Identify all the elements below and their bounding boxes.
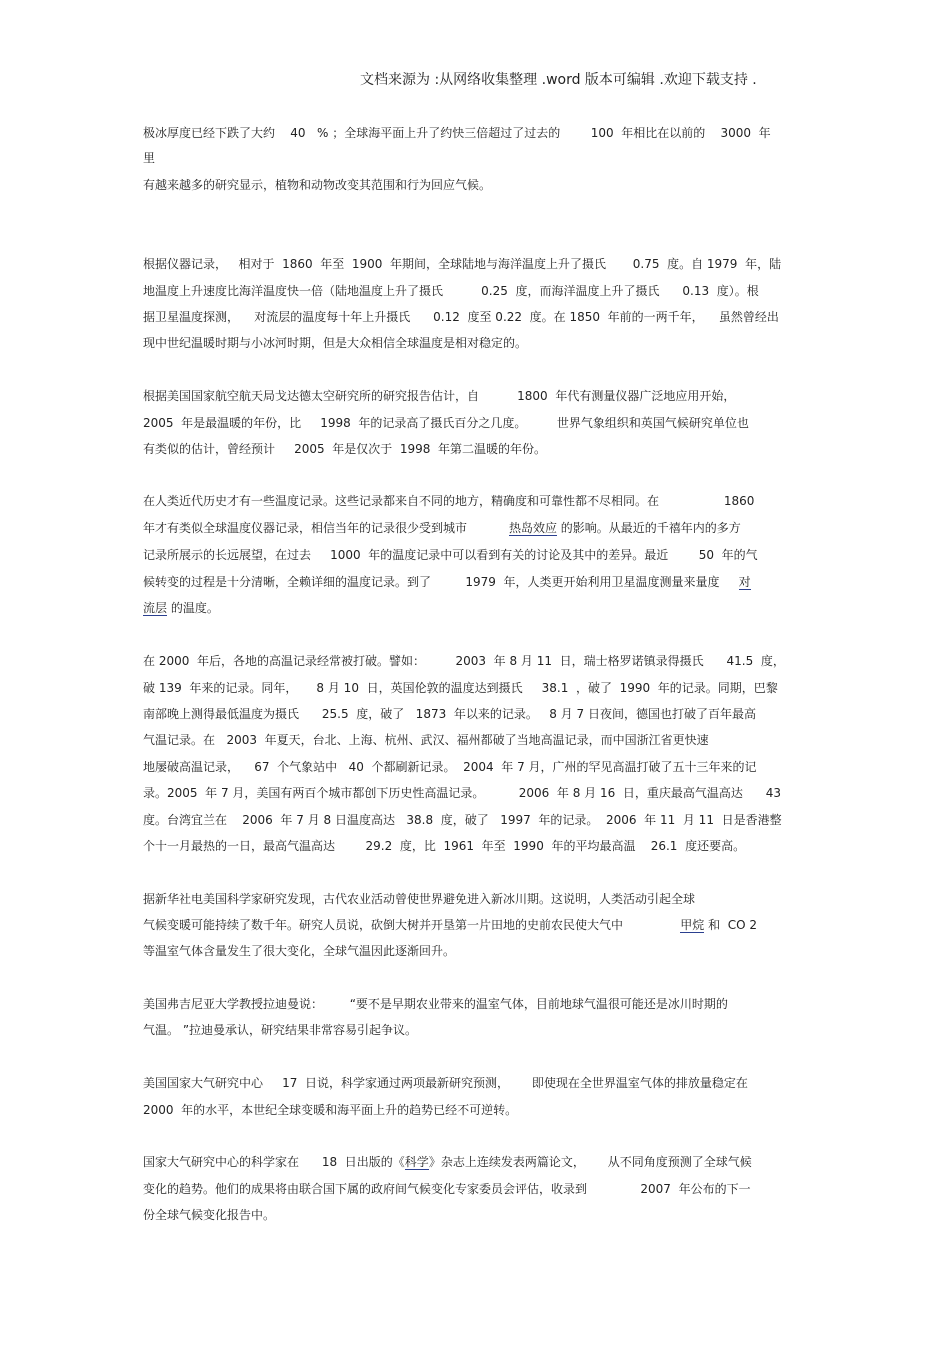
text-segment: 候转变的过程是十分清晰，全赖详细的温度记录。到了 1979 年，人类更开始利用卫星温度测量来量度	[143, 575, 739, 589]
text-line: 据卫星温度探测， 对流层的温度每十年上升摄氏 0.12 度至 0.22 度。在 1850 年前的一两千年， 虽然曾经出	[143, 310, 779, 324]
text-line: 美国国家大气研究中心 17 日说，科学家通过两项最新研究预测， 即使现在全世界温室气体的排放量稳定在	[143, 1076, 748, 1090]
text-line: 有越来越多的研究显示，植物和动物改变其范围和行为回应气候。	[143, 178, 492, 192]
source-note-header: 文档来源为 :从网络收集整理 .word 版本可编辑 .欢迎下载支持 .	[360, 72, 757, 88]
text-line: 根据美国国家航空航天局戈达德太空研究所的研究报告估计，自 1800 年代有测量仪器广泛地应用开始，	[143, 389, 736, 403]
troposphere-link-continued[interactable]: 流层	[143, 601, 168, 615]
text-line: 等温室气体含量发生了很大变化，全球气温因此逐渐回升。	[143, 944, 456, 958]
text-line: 破 139 年来的记录。同年， 8 月 10 日，英国伦敦的温度达到摄氏 38.1 ，破了 1990 年的记录。同期，巴黎	[143, 681, 778, 695]
text-line: 在人类近代历史才有一些温度记录。这些记录都来自不同的地方，精确度和可靠性都不尽相同。在 1860	[143, 494, 755, 508]
text-line: 根据仪器记录， 相对于 1860 年至 1900 年期间，全球陆地与海洋温度上升了摄氏 0.75 度。自 1979 年，陆	[143, 257, 782, 271]
text-line: 里	[143, 151, 156, 165]
text-segment: 国家大气研究中心的科学家在 18 日出版的《	[143, 1155, 405, 1169]
text-segment: 》杂志上连续发表两篇论文， 从不同角度预测了全球气候	[428, 1155, 752, 1169]
text-line	[143, 599, 219, 617]
text-line: 现中世纪温暖时期与小冰河时期，但是大众相信全球温度是相对稳定的。	[143, 336, 528, 350]
text-segment: 的温度。	[167, 601, 219, 615]
text-line: 变化的趋势。他们的成果将由联合国下属的政府间气候变化专家委员会评估，收录到 2007 年公布的下一	[143, 1182, 751, 1196]
text-line: 地温度上升速度比海洋温度快一倍（陆地温度上升了摄氏 0.25 度，而海洋温度上升了摄氏 0.13 度）。根	[143, 284, 759, 298]
science-journal-link[interactable]: 科学	[404, 1155, 429, 1169]
text-line: 记录所展示的长远展望，在过去 1000 年的温度记录中可以看到有关的讨论及其中的差异。最近 50 年的气	[143, 548, 758, 562]
text-line: 南部晚上测得最低温度为摄氏 25.5 度，破了 1873 年以来的记录。 8 月 7 日夜间，德国也打破了百年最高	[143, 707, 757, 721]
text-line: 2005 年是最温暖的年份，比 1998 年的记录高了摄氏百分之几度。 世界气象组织和英国气候研究单位也	[143, 416, 749, 430]
text-line: 气温。 ”拉迪曼承认，研究结果非常容易引起争议。	[143, 1023, 418, 1037]
text-line: 2000 年的水平，本世纪全球变暖和海平面上升的趋势已经不可逆转。	[143, 1103, 518, 1117]
text-line: 有类似的估计，曾经预计 2005 年是仅次于 1998 年第二温暖的年份。	[143, 442, 547, 456]
text-segment: 气候变暖可能持续了数千年。研究人员说，砍倒大树并开垦第一片田地的史前农民使大气中	[143, 918, 681, 932]
text-line	[143, 519, 741, 537]
text-line: 地屡破高温记录， 67 个气象站中 40 个都刷新记录。 2004 年 7 月，广州的罕见高温打破了五十三年来的记	[143, 760, 757, 774]
text-line: 在 2000 年后，各地的高温记录经常被打破。譬如： 2003 年 8 月 11 日，瑞士格罗诺镇录得摄氏 41.5 度，	[143, 654, 785, 668]
text-segment: 的影响。从最近的千禧年内的多方	[556, 521, 741, 535]
text-line: 份全球气候变化报告中。	[143, 1208, 276, 1222]
text-line	[143, 916, 757, 934]
text-line: 个十一月最热的一日，最高气温高达 29.2 度，比 1961 年至 1990 年的平均最高温 26.1 度还要高。	[143, 839, 746, 853]
text-line: 极冰厚度已经下跌了大约 40 % ；全球海平面上升了约快三倍超过了过去的 100 年相比在以前的 3000 年	[143, 126, 771, 140]
text-line: 据新华社电美国科学家研究发现，古代农业活动曾使世界避免进入新冰川期。这说明，人类活动引起全球	[143, 892, 696, 906]
text-segment: 年才有类似全球温度仪器记录，相信当年的记录很少受到城市	[143, 521, 509, 535]
text-line: 气温记录。在 2003 年夏天，台北、上海、杭州、武汉、福州都破了当地高温记录，而中国浙江省更快速	[143, 733, 709, 747]
methane-link[interactable]: 甲烷	[680, 918, 705, 932]
text-line	[143, 1153, 752, 1171]
text-line	[143, 573, 751, 591]
text-line: 度。台湾宜兰在 2006 年 7 月 8 日温度高达 38.8 度，破了 1997 年的记录。 2006 年 11 月 11 日是香港整	[143, 813, 782, 827]
text-line: 美国弗吉尼亚大学教授拉迪曼说： “要不是早期农业带来的温室气体，目前地球气温很可能还是冰川时期的	[143, 997, 728, 1011]
troposphere-link[interactable]: 对	[738, 575, 751, 589]
heat-island-link[interactable]: 热岛效应	[508, 521, 557, 535]
text-segment: 和 CO 2	[704, 918, 757, 932]
text-line: 录。2005 年 7 月，美国有两百个城市都创下历史性高温记录。 2006 年 8 月 16 日，重庆最高气温高达 43	[143, 786, 782, 800]
